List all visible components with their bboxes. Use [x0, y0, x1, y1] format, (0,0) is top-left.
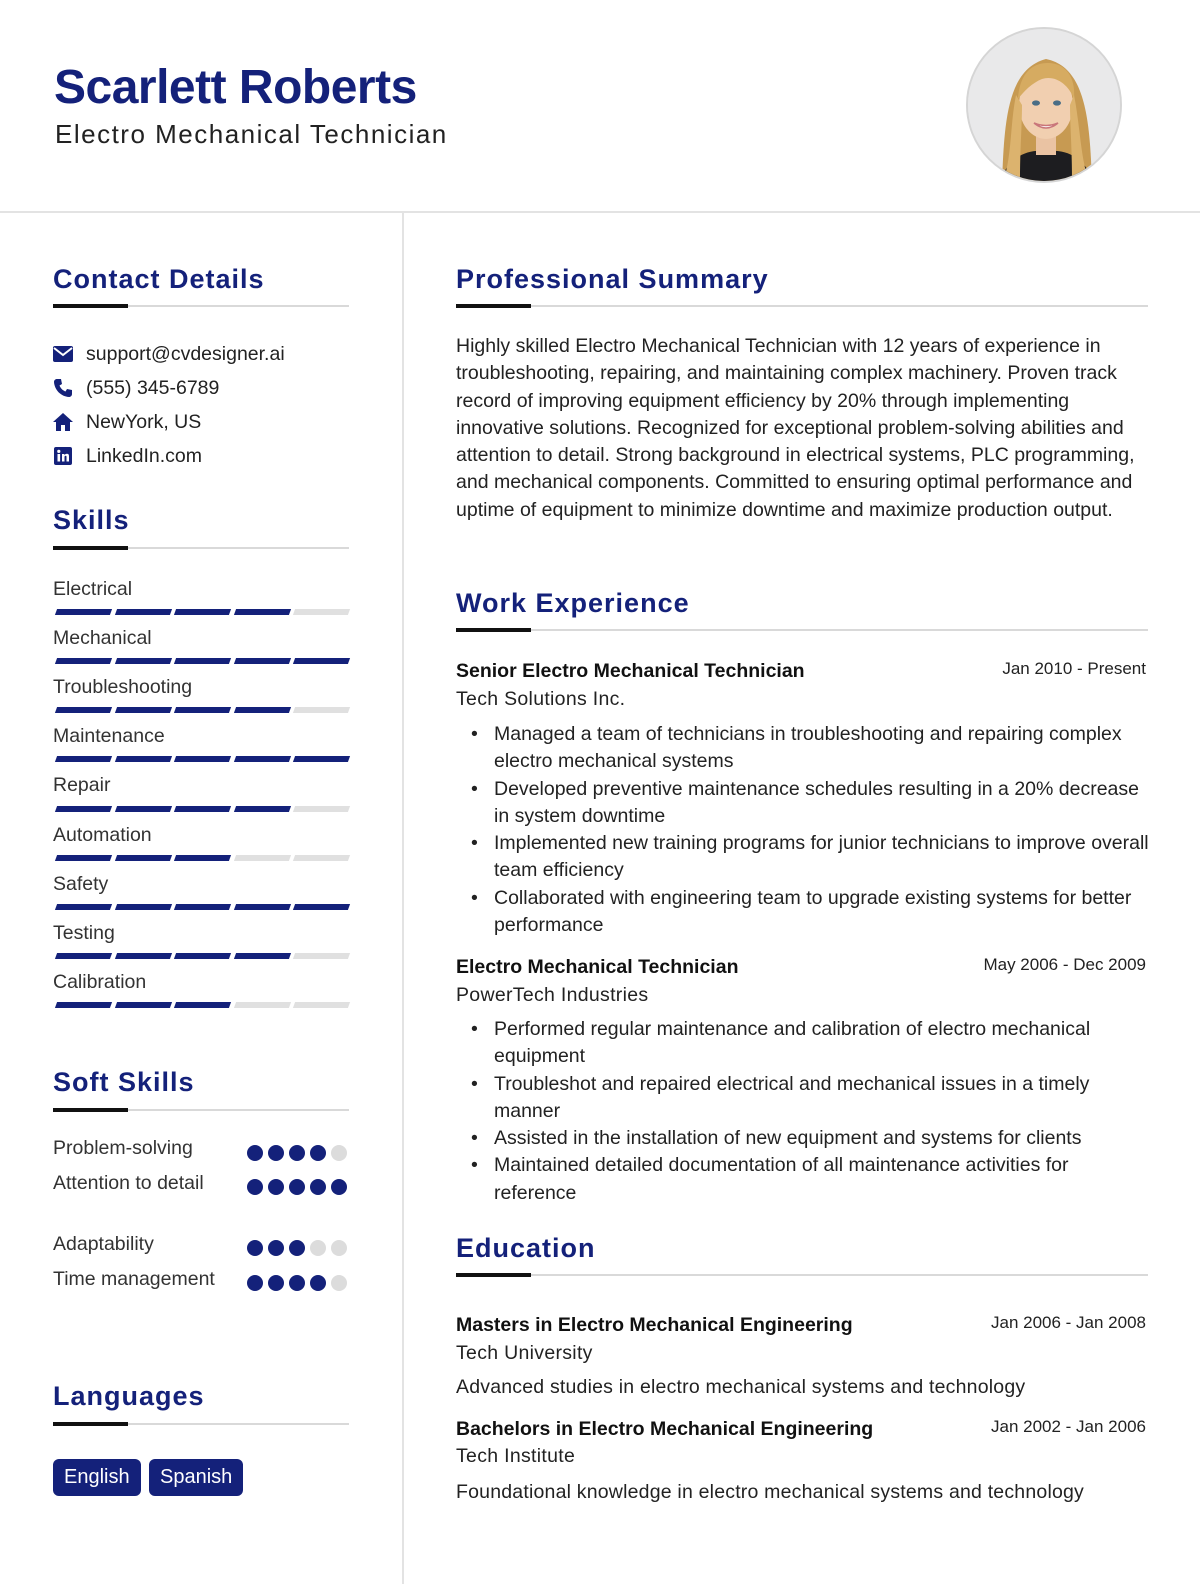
skill-level-bar-automation	[53, 855, 349, 861]
language-badge-english: English	[53, 1459, 141, 1496]
skill-label-electrical: Electrical	[53, 578, 133, 600]
language-badge-spanish: Spanish	[149, 1459, 243, 1496]
rating-dot	[268, 1240, 284, 1256]
skill-level-segment	[174, 707, 231, 713]
rating-dot	[289, 1240, 305, 1256]
rating-dot	[289, 1275, 305, 1291]
skill-level-segment	[114, 609, 171, 615]
skill-level-segment	[114, 904, 171, 910]
skill-level-segment	[293, 806, 350, 812]
rating-dot	[289, 1179, 305, 1195]
skill-level-segment	[293, 953, 350, 959]
skill-level-segment	[55, 1002, 112, 1008]
rating-dot	[331, 1240, 347, 1256]
job-2-bullet-2: • Troubleshot and repaired electrical and mechanical issues in a timely manner	[456, 1071, 1156, 1126]
home-icon	[53, 412, 73, 432]
rating-dot	[247, 1145, 263, 1161]
skill-level-segment	[233, 609, 290, 615]
rating-dot	[268, 1145, 284, 1161]
soft-skill-label-time-management: Time management	[53, 1268, 215, 1290]
candidate-name: Scarlett Roberts	[54, 61, 417, 114]
skill-level-segment	[55, 855, 112, 861]
skill-level-segment	[174, 658, 231, 664]
education-2-description: Foundational knowledge in electro mechanical systems and technology	[456, 1481, 1085, 1503]
rating-dot	[310, 1179, 326, 1195]
contact-phone[interactable]	[53, 375, 219, 401]
experience-rule	[456, 629, 1148, 631]
skill-level-segment	[114, 658, 171, 664]
job-1-bullet-2: • Developed preventive maintenance schedules resulting in a 20% decrease in system downtime	[456, 776, 1156, 831]
rating-dot	[331, 1145, 347, 1161]
summary-heading: Professional Summary	[456, 264, 769, 294]
skill-level-segment	[233, 1002, 290, 1008]
linkedin-icon	[53, 446, 73, 466]
experience-rule-accent	[456, 628, 531, 632]
skill-level-segment	[114, 953, 171, 959]
job-1-bullet-4: • Collaborated with engineering team to upgrade existing systems for better performance	[456, 885, 1156, 940]
skill-level-segment	[114, 855, 171, 861]
skill-level-segment	[233, 855, 290, 861]
education-1-school: Tech University	[456, 1342, 593, 1364]
education-heading: Education	[456, 1233, 596, 1263]
skill-level-segment	[233, 953, 290, 959]
skill-level-bar-maintenance	[53, 756, 349, 762]
skill-level-segment	[114, 707, 171, 713]
soft-skill-label-problem-solving: Problem-solving	[53, 1137, 193, 1159]
skill-level-segment	[174, 756, 231, 762]
skills-rule	[53, 547, 349, 549]
rating-dot	[310, 1145, 326, 1161]
job-2-bullet-1: • Performed regular maintenance and calibration of electro mechanical equipment	[456, 1016, 1156, 1071]
profile-photo	[966, 27, 1122, 183]
skill-level-segment	[293, 658, 350, 664]
skill-level-segment	[55, 609, 112, 615]
skill-label-testing: Testing	[53, 922, 115, 944]
skill-level-segment	[174, 904, 231, 910]
skill-level-bar-calibration	[53, 1002, 349, 1008]
skill-level-segment	[293, 756, 350, 762]
contact-rule-accent	[53, 304, 128, 308]
contact-linkedin-text: LinkedIn.com	[86, 444, 202, 467]
job-2-dates: May 2006 - Dec 2009	[983, 955, 1146, 974]
skill-level-segment	[233, 707, 290, 713]
summary-rule	[456, 305, 1148, 307]
phone-icon	[53, 378, 73, 398]
education-rule	[456, 1274, 1148, 1276]
skill-label-automation: Automation	[53, 824, 152, 846]
rating-dot	[247, 1275, 263, 1291]
skill-level-segment	[114, 756, 171, 762]
soft-skill-label-attention-to-detail: Attention to detail	[53, 1172, 204, 1194]
contact-linkedin[interactable]	[53, 443, 202, 469]
experience-heading: Work Experience	[456, 588, 690, 618]
skill-level-segment	[55, 658, 112, 664]
skill-label-mechanical: Mechanical	[53, 627, 152, 649]
contact-phone-text: (555) 345-6789	[86, 376, 220, 399]
job-2-bullets	[456, 1016, 1156, 1207]
soft-skills-rule	[53, 1109, 349, 1111]
skill-label-calibration: Calibration	[53, 971, 147, 993]
job-1-title: Senior Electro Mechanical Technician	[456, 660, 805, 682]
skill-label-troubleshooting: Troubleshooting	[53, 676, 193, 698]
skill-level-segment	[55, 707, 112, 713]
skill-level-segment	[233, 904, 290, 910]
skill-level-segment	[293, 904, 350, 910]
envelope-icon	[53, 344, 73, 364]
skill-label-repair: Repair	[53, 774, 111, 796]
skills-rule-accent	[53, 546, 128, 550]
education-2-degree: Bachelors in Electro Mechanical Engineering	[456, 1418, 874, 1440]
skill-level-bar-safety	[53, 904, 349, 910]
skill-level-bar-troubleshooting	[53, 707, 349, 713]
education-2-school: Tech Institute	[456, 1445, 576, 1467]
skill-level-segment	[55, 806, 112, 812]
contact-location-text: NewYork, US	[86, 410, 202, 433]
rating-dot	[247, 1240, 263, 1256]
job-2-bullet-4: • Maintained detailed documentation of all maintenance activities for reference	[456, 1152, 1156, 1207]
languages-rule-accent	[53, 1422, 128, 1426]
rating-dot	[268, 1275, 284, 1291]
skill-level-segment	[174, 953, 231, 959]
education-1-dates: Jan 2006 - Jan 2008	[990, 1313, 1146, 1332]
soft-skill-label-adaptability: Adaptability	[53, 1233, 154, 1255]
skill-level-segment	[233, 806, 290, 812]
rating-dot	[310, 1275, 326, 1291]
soft-skill-rating-attention-to-detail	[247, 1179, 357, 1195]
contact-heading: Contact Details	[53, 264, 265, 294]
job-1-bullet-1: • Managed a team of technicians in troubleshooting and repairing complex electro mechanical systems	[456, 721, 1156, 776]
skill-level-segment	[55, 904, 112, 910]
job-1-bullet-3: • Implemented new training programs for junior technicians to improve overall team efficiency	[456, 830, 1156, 885]
job-1-bullets	[456, 721, 1156, 939]
skill-level-bar-testing	[53, 953, 349, 959]
skill-level-segment	[293, 707, 350, 713]
soft-skills-rule-accent	[53, 1108, 128, 1112]
skill-level-segment	[55, 756, 112, 762]
languages-rule	[53, 1423, 349, 1425]
skills-heading: Skills	[53, 505, 130, 535]
contact-email[interactable]	[53, 341, 285, 367]
education-2-dates: Jan 2002 - Jan 2006	[990, 1417, 1146, 1436]
skill-level-segment	[114, 806, 171, 812]
job-2-company: PowerTech Industries	[456, 984, 649, 1006]
education-1-degree: Masters in Electro Mechanical Engineering	[456, 1314, 853, 1336]
job-2-title: Electro Mechanical Technician	[456, 956, 739, 978]
skill-level-segment	[174, 806, 231, 812]
job-1-company: Tech Solutions Inc.	[456, 688, 626, 710]
summary-text: Highly skilled Electro Mechanical Technician with 12 years of experience in troubleshooting, repairing, and maintaining complex machinery. Proven track record of improving equipment efficiency by 20% through implementing innovative solutions. Recognized for exceptional problem-solving abilities and attention to detail. Strong background in electrical systems, PLC programming, and mechanical components. Committed to ensuring optimal performance and uptime of equipment to minimize downtime and maximize production output.	[456, 335, 1135, 521]
resume-header	[0, 0, 1200, 213]
skill-label-safety: Safety	[53, 873, 109, 895]
skill-level-segment	[293, 1002, 350, 1008]
skill-level-segment	[233, 658, 290, 664]
languages-heading: Languages	[53, 1381, 205, 1411]
soft-skills-heading: Soft Skills	[53, 1067, 195, 1097]
education-1-description: Advanced studies in electro mechanical systems and technology	[456, 1376, 1026, 1398]
candidate-title: Electro Mechanical Technician	[55, 119, 448, 149]
skill-level-segment	[174, 609, 231, 615]
skill-level-segment	[55, 953, 112, 959]
profile-photo-illustration	[968, 29, 1122, 183]
contact-location	[53, 409, 201, 435]
skill-level-segment	[174, 855, 231, 861]
education-rule-accent	[456, 1273, 531, 1277]
summary-rule-accent	[456, 304, 531, 308]
rating-dot	[247, 1179, 263, 1195]
rating-dot	[289, 1145, 305, 1161]
contact-email-text: support@cvdesigner.ai	[86, 342, 285, 365]
soft-skill-rating-problem-solving	[247, 1145, 357, 1161]
rating-dot	[268, 1179, 284, 1195]
skill-label-maintenance: Maintenance	[53, 725, 165, 747]
skill-level-bar-mechanical	[53, 658, 349, 664]
skill-level-bar-repair	[53, 806, 349, 812]
skill-level-segment	[233, 756, 290, 762]
soft-skill-rating-time-management	[247, 1275, 357, 1291]
column-divider	[402, 213, 404, 1584]
rating-dot	[331, 1179, 347, 1195]
skill-level-segment	[293, 855, 350, 861]
job-2-bullet-3: • Assisted in the installation of new equipment and systems for clients	[456, 1125, 1156, 1152]
skill-level-segment	[293, 609, 350, 615]
rating-dot	[310, 1240, 326, 1256]
soft-skill-rating-adaptability	[247, 1240, 357, 1256]
job-1-dates: Jan 2010 - Present	[1002, 659, 1146, 678]
contact-rule	[53, 305, 349, 307]
skill-level-segment	[114, 1002, 171, 1008]
skill-level-segment	[174, 1002, 231, 1008]
rating-dot	[331, 1275, 347, 1291]
skill-level-bar-electrical	[53, 609, 349, 615]
